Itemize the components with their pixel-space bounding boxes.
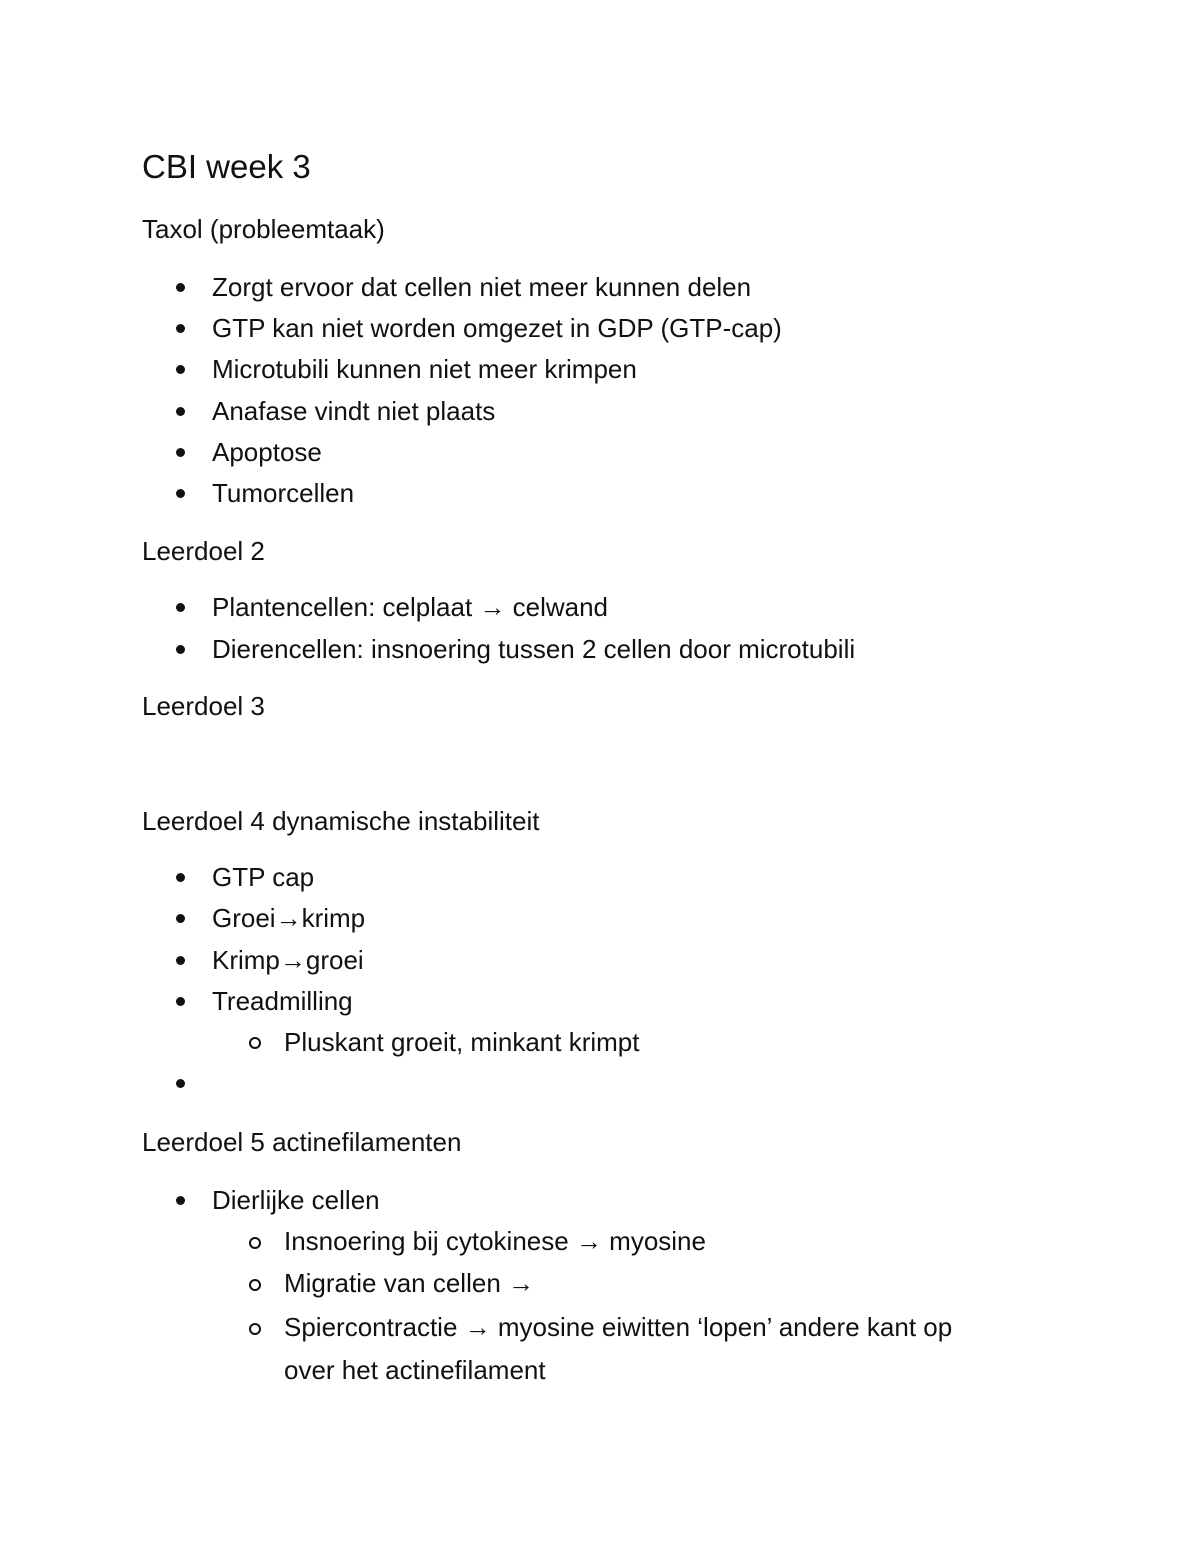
list-item: GTP kan niet worden omgezet in GDP (GTP-cap) — [212, 313, 782, 343]
section-heading-leerdoel-2: Leerdoel 2 — [142, 536, 265, 566]
sub-bullet-marker — [249, 1237, 261, 1249]
section-heading-leerdoel-4: Leerdoel 4 dynamische instabiliteit — [142, 806, 540, 836]
section-heading-leerdoel-5: Leerdoel 5 actinefilamenten — [142, 1127, 462, 1157]
sub-bullet-marker — [249, 1279, 261, 1291]
list-item: Treadmilling — [212, 986, 353, 1016]
list-item: Microtubili kunnen niet meer krimpen — [212, 354, 637, 384]
bullet-marker — [176, 448, 185, 457]
list-item: Krimp→groei — [212, 945, 364, 975]
sub-list-item: Pluskant groeit, minkant krimpt — [284, 1027, 640, 1057]
list-item: Zorgt ervoor dat cellen niet meer kunnen delen — [212, 272, 752, 302]
bullet-marker — [176, 407, 185, 416]
bullet-marker — [176, 1196, 185, 1205]
section-heading-leerdoel-3: Leerdoel 3 — [142, 691, 265, 721]
bullet-marker — [176, 997, 185, 1006]
bullet-marker — [176, 956, 185, 965]
bullet-marker — [176, 1079, 185, 1088]
bullet-marker — [176, 603, 185, 612]
sub-list-item: Migratie van cellen → — [284, 1268, 534, 1298]
bullet-marker — [176, 283, 185, 292]
bullet-marker — [176, 365, 185, 374]
bullet-marker — [176, 873, 185, 882]
list-item: Tumorcellen — [212, 478, 355, 508]
list-item: Groei→krimp — [212, 903, 366, 933]
sub-bullet-marker — [249, 1323, 261, 1335]
section-heading-taxol: Taxol (probleemtaak) — [142, 214, 385, 244]
bullet-marker — [176, 324, 185, 333]
list-item: Dierencellen: insnoering tussen 2 cellen door microtubili — [212, 634, 856, 664]
list-item: Apoptose — [212, 437, 322, 467]
list-item: Anafase vindt niet plaats — [212, 396, 496, 426]
bullet-marker — [176, 489, 185, 498]
list-item: Plantencellen: celplaat → celwand — [212, 592, 609, 622]
sub-list-item: Spiercontractie → myosine eiwitten ‘lopen’ andere kant op — [284, 1312, 953, 1342]
list-item: Dierlijke cellen — [212, 1185, 380, 1215]
bullet-marker — [176, 914, 185, 923]
sub-list-item-continuation: over het actinefilament — [284, 1355, 546, 1385]
document-title: CBI week 3 — [142, 148, 311, 185]
list-item: GTP cap — [212, 862, 315, 892]
bullet-marker — [176, 645, 185, 654]
sub-bullet-marker — [249, 1037, 261, 1049]
sub-list-item: Insnoering bij cytokinese → myosine — [284, 1226, 706, 1256]
